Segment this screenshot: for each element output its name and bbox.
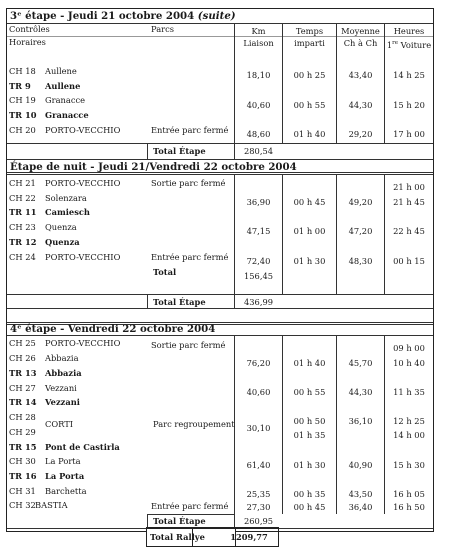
rule bbox=[7, 335, 433, 336]
control-place: BASTIA bbox=[35, 500, 68, 510]
control-code: CH 20 bbox=[9, 125, 36, 135]
moyenne-value: 36,40 bbox=[348, 502, 373, 512]
moyenne-value: 43,50 bbox=[348, 489, 373, 499]
control-code: TR 15 bbox=[9, 442, 37, 452]
km-value: 40,60 bbox=[246, 387, 271, 397]
header-moyenne: Moyenne bbox=[341, 26, 380, 36]
control-code: CH 26 bbox=[9, 353, 36, 363]
control-code: TR 10 bbox=[9, 110, 37, 120]
heure-value: 21 h 00 bbox=[393, 182, 425, 192]
temps-value: 01 h 40 bbox=[293, 358, 326, 368]
control-place: Abbazia bbox=[45, 353, 79, 363]
total-rallye-label: Total Rallye bbox=[150, 532, 205, 542]
rule bbox=[7, 36, 433, 37]
moyenne-value: 36,10 bbox=[348, 416, 373, 426]
temps-value: 00 h 55 bbox=[293, 387, 326, 397]
heure-value: 14 h 00 bbox=[393, 430, 425, 440]
control-place: PORTO-VECCHIO bbox=[45, 338, 121, 348]
rule bbox=[147, 514, 235, 515]
control-place: Aullene bbox=[45, 81, 81, 91]
column-rule bbox=[234, 174, 235, 308]
km-value: 25,35 bbox=[246, 489, 271, 499]
control-place: Aullene bbox=[45, 66, 77, 76]
heure-value: 17 h 00 bbox=[393, 129, 425, 139]
control-code: CH 25 bbox=[9, 338, 36, 348]
control-place: Vezzani bbox=[45, 397, 80, 407]
total-km: 156,45 bbox=[243, 271, 274, 281]
control-place: CORTI bbox=[45, 419, 74, 429]
control-code: TR 16 bbox=[9, 471, 37, 481]
km-value: 48,60 bbox=[246, 129, 271, 139]
heure-value: 14 h 25 bbox=[393, 70, 425, 80]
heure-value: 11 h 35 bbox=[393, 387, 425, 397]
heure-value: 16 h 05 bbox=[393, 489, 425, 499]
header-ch-a-ch: Ch à Ch bbox=[343, 38, 378, 48]
moyenne-value: 44,30 bbox=[348, 100, 373, 110]
control-place: PORTO-VECCHIO bbox=[45, 178, 121, 188]
column-rule bbox=[147, 143, 148, 159]
moyenne-value: 43,40 bbox=[348, 70, 373, 80]
heure-value: 12 h 25 bbox=[393, 416, 425, 426]
total-rallye-km: 1209,77 bbox=[230, 532, 268, 542]
rule bbox=[7, 23, 433, 24]
temps-value: 00 h 45 bbox=[293, 502, 326, 512]
temps-value: 00 h 35 bbox=[293, 489, 326, 499]
moyenne-value: 29,20 bbox=[348, 129, 373, 139]
heure-value: 16 h 50 bbox=[393, 502, 425, 512]
km-value: 40,60 bbox=[246, 100, 271, 110]
temps-value: 00 h 25 bbox=[293, 70, 326, 80]
control-place: Abbazia bbox=[45, 368, 82, 378]
control-code: CH 21 bbox=[9, 178, 36, 188]
km-value: 76,20 bbox=[246, 358, 271, 368]
control-code: CH 31 bbox=[9, 486, 36, 496]
heure-value: 15 h 20 bbox=[393, 100, 425, 110]
control-code: TR 11 bbox=[9, 207, 37, 217]
moyenne-value: 40,90 bbox=[348, 460, 373, 470]
temps-value: 01 h 35 bbox=[293, 430, 326, 440]
heure-value: 00 h 15 bbox=[393, 256, 425, 266]
moyenne-value: 48,30 bbox=[348, 256, 373, 266]
control-place: Camiesch bbox=[45, 207, 90, 217]
temps-value: 00 h 55 bbox=[293, 100, 326, 110]
control-place: Solenzara bbox=[45, 193, 87, 203]
control-code: CH 32 bbox=[9, 500, 36, 510]
header-parcs: Parcs bbox=[151, 24, 175, 34]
km-value: 72,40 bbox=[246, 256, 271, 266]
total-rallye-value-box bbox=[192, 527, 279, 547]
control-place: PORTO-VECCHIO bbox=[45, 125, 121, 135]
control-place: Pont de Castirla bbox=[45, 442, 120, 452]
control-code: CH 27 bbox=[9, 383, 36, 393]
control-place: Granacce bbox=[45, 95, 86, 105]
header-liaison: Liaison bbox=[243, 38, 274, 48]
heure-value: 10 h 40 bbox=[393, 358, 425, 368]
control-place: Granacce bbox=[45, 110, 89, 120]
rule bbox=[7, 143, 433, 144]
rule bbox=[7, 174, 433, 175]
control-place: Barchetta bbox=[45, 486, 87, 496]
header-temps: Temps bbox=[295, 26, 324, 36]
moyenne-value: 45,70 bbox=[348, 358, 373, 368]
temps-value: 01 h 00 bbox=[293, 226, 326, 236]
total-etape-km: 436,99 bbox=[243, 297, 274, 307]
header-km: Km bbox=[251, 26, 266, 36]
control-code: CH 30 bbox=[9, 456, 36, 466]
km-value: 61,40 bbox=[246, 460, 271, 470]
moyenne-value: 44,30 bbox=[348, 387, 373, 397]
total-etape-km: 280,54 bbox=[243, 146, 274, 156]
control-code: TR 14 bbox=[9, 397, 37, 407]
rule bbox=[7, 159, 433, 160]
parc-label: Sortie parc fermé bbox=[151, 178, 226, 188]
heure-value: 09 h 00 bbox=[393, 343, 425, 353]
moyenne-value: 49,20 bbox=[348, 197, 373, 207]
header-controles: Contrôles bbox=[9, 24, 50, 34]
parc-label: Sortie parc fermé bbox=[151, 340, 226, 350]
temps-value: 00 h 45 bbox=[293, 197, 326, 207]
control-code: CH 29 bbox=[9, 427, 36, 437]
control-place: La Porta bbox=[45, 471, 85, 481]
km-value: 47,15 bbox=[246, 226, 271, 236]
rule bbox=[7, 294, 433, 295]
control-code: CH 23 bbox=[9, 222, 36, 232]
parc-label: Entrée parc fermé bbox=[151, 501, 229, 511]
control-code: CH 22 bbox=[9, 193, 36, 203]
section-title: Étape de nuit - Jeudi 21/Vendredi 22 octobre 2004 bbox=[10, 161, 297, 173]
km-value: 18,10 bbox=[246, 70, 271, 80]
control-place: Vezzani bbox=[45, 383, 77, 393]
control-place: Quenza bbox=[45, 237, 80, 247]
km-value: 36,90 bbox=[246, 197, 271, 207]
header-heures: Heures bbox=[393, 26, 425, 36]
parc-label: Entrée parc fermé bbox=[151, 125, 229, 135]
control-place: Quenza bbox=[45, 222, 77, 232]
control-place: PORTO-VECCHIO bbox=[45, 252, 121, 262]
control-place: La Porta bbox=[45, 456, 81, 466]
column-rule bbox=[147, 294, 148, 308]
header-imparti: imparti bbox=[294, 38, 325, 48]
section-title: 3ᵉ étape - Jeudi 21 octobre 2004 (suite) bbox=[10, 10, 236, 22]
km-value: 30,10 bbox=[246, 423, 271, 433]
km-value: 27,30 bbox=[246, 502, 271, 512]
temps-value: 00 h 50 bbox=[293, 416, 326, 426]
control-code: TR 9 bbox=[9, 81, 31, 91]
control-code: CH 28 bbox=[9, 412, 36, 422]
total-etape-label: Total Étape bbox=[153, 516, 206, 526]
section-title: 4ᵉ étape - Vendredi 22 octobre 2004 bbox=[10, 323, 216, 335]
total-etape-label: Total Étape bbox=[153, 297, 206, 307]
control-code: CH 19 bbox=[9, 95, 36, 105]
moyenne-value: 47,20 bbox=[348, 226, 373, 236]
header-premiere-voiture: 1re Voiture bbox=[386, 39, 432, 50]
heure-value: 21 h 45 bbox=[393, 197, 425, 207]
header-horaires: Horaires bbox=[9, 37, 46, 47]
temps-value: 01 h 40 bbox=[293, 129, 326, 139]
total-label: Total bbox=[153, 267, 177, 277]
control-code: TR 12 bbox=[9, 237, 37, 247]
column-rule bbox=[147, 514, 148, 528]
total-etape-km: 260,95 bbox=[243, 516, 274, 526]
itinerary-table bbox=[6, 8, 434, 532]
total-etape-label: Total Étape bbox=[153, 146, 206, 156]
temps-value: 01 h 30 bbox=[293, 460, 326, 470]
control-code: CH 18 bbox=[9, 66, 36, 76]
parc-label: Parc regroupement bbox=[153, 419, 235, 429]
temps-value: 01 h 30 bbox=[293, 256, 326, 266]
control-code: TR 13 bbox=[9, 368, 37, 378]
rule bbox=[7, 308, 433, 309]
heure-value: 15 h 30 bbox=[393, 460, 425, 470]
heure-value: 22 h 45 bbox=[393, 226, 425, 236]
parc-label: Entrée parc fermé bbox=[151, 252, 229, 262]
control-code: CH 24 bbox=[9, 252, 36, 262]
